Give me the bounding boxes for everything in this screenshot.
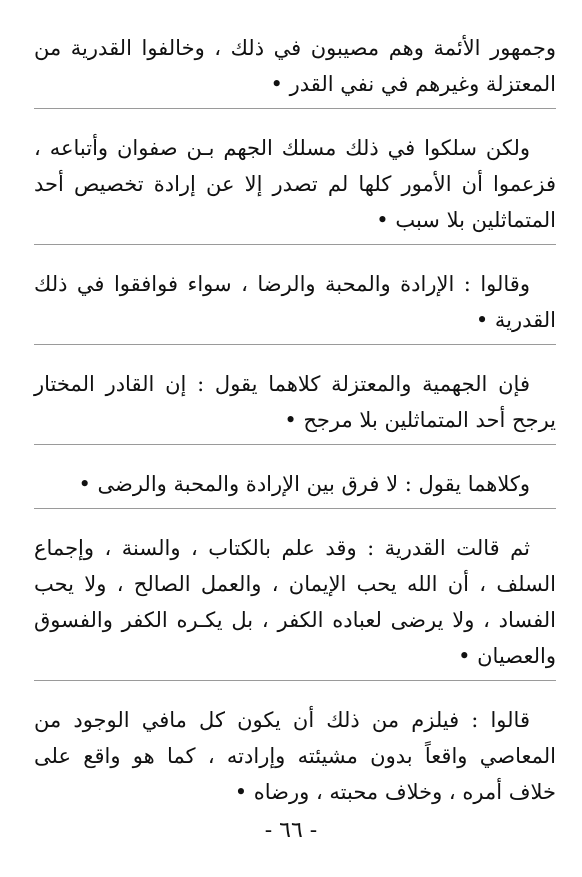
paragraph-5: وكلاهما يقول : لا فرق بين الإرادة والمحبة والرضى • [34, 466, 556, 509]
paragraph-1: وجمهور الأئمة وهم مصيبون في ذلك ، وخالفوا القدرية من المعتزلة وغيرهم في نفي القدر • [34, 30, 556, 109]
paragraph-2: ولكن سلكوا في ذلك مسلك الجهم بـن صفوان وأتباعه ، فزعموا أن الأمور كلها لم تصدر إلا عن إرادة تخصيص أحد المتماثلين بلا سبب • [34, 130, 556, 245]
paragraph-7: قالوا : فيلزم من ذلك أن يكون كل مافي الوجود من المعاصي واقعاً بدون مشيئته وإرادته ، كما هو واقع على خلاف أمره ، وخلاف محبته ، ورضاه • [34, 708, 556, 804]
page-body [34, 30, 556, 826]
paragraph-6: ثم قالت القدرية : وقد علم بالكتاب ، والسنة ، وإجماع السلف ، أن الله يحب الإيمان ، والعمل الصالح ، ولا يحب الفساد ، ولا يرضى لعباده الكفر ، بل يكـره الكفر والفسوق والعصيان • [34, 530, 556, 681]
page-number: - ٦٦ - [264, 818, 318, 843]
paragraph-4: فإن الجهمية والمعتزلة كلاهما يقول : إن القادر المختار يرجح أحد المتماثلين بلا مرجح • [34, 366, 556, 445]
paragraph-3: وقالوا : الإرادة والمحبة والرضا ، سواء فوافقوا في ذلك القدرية • [34, 266, 556, 345]
